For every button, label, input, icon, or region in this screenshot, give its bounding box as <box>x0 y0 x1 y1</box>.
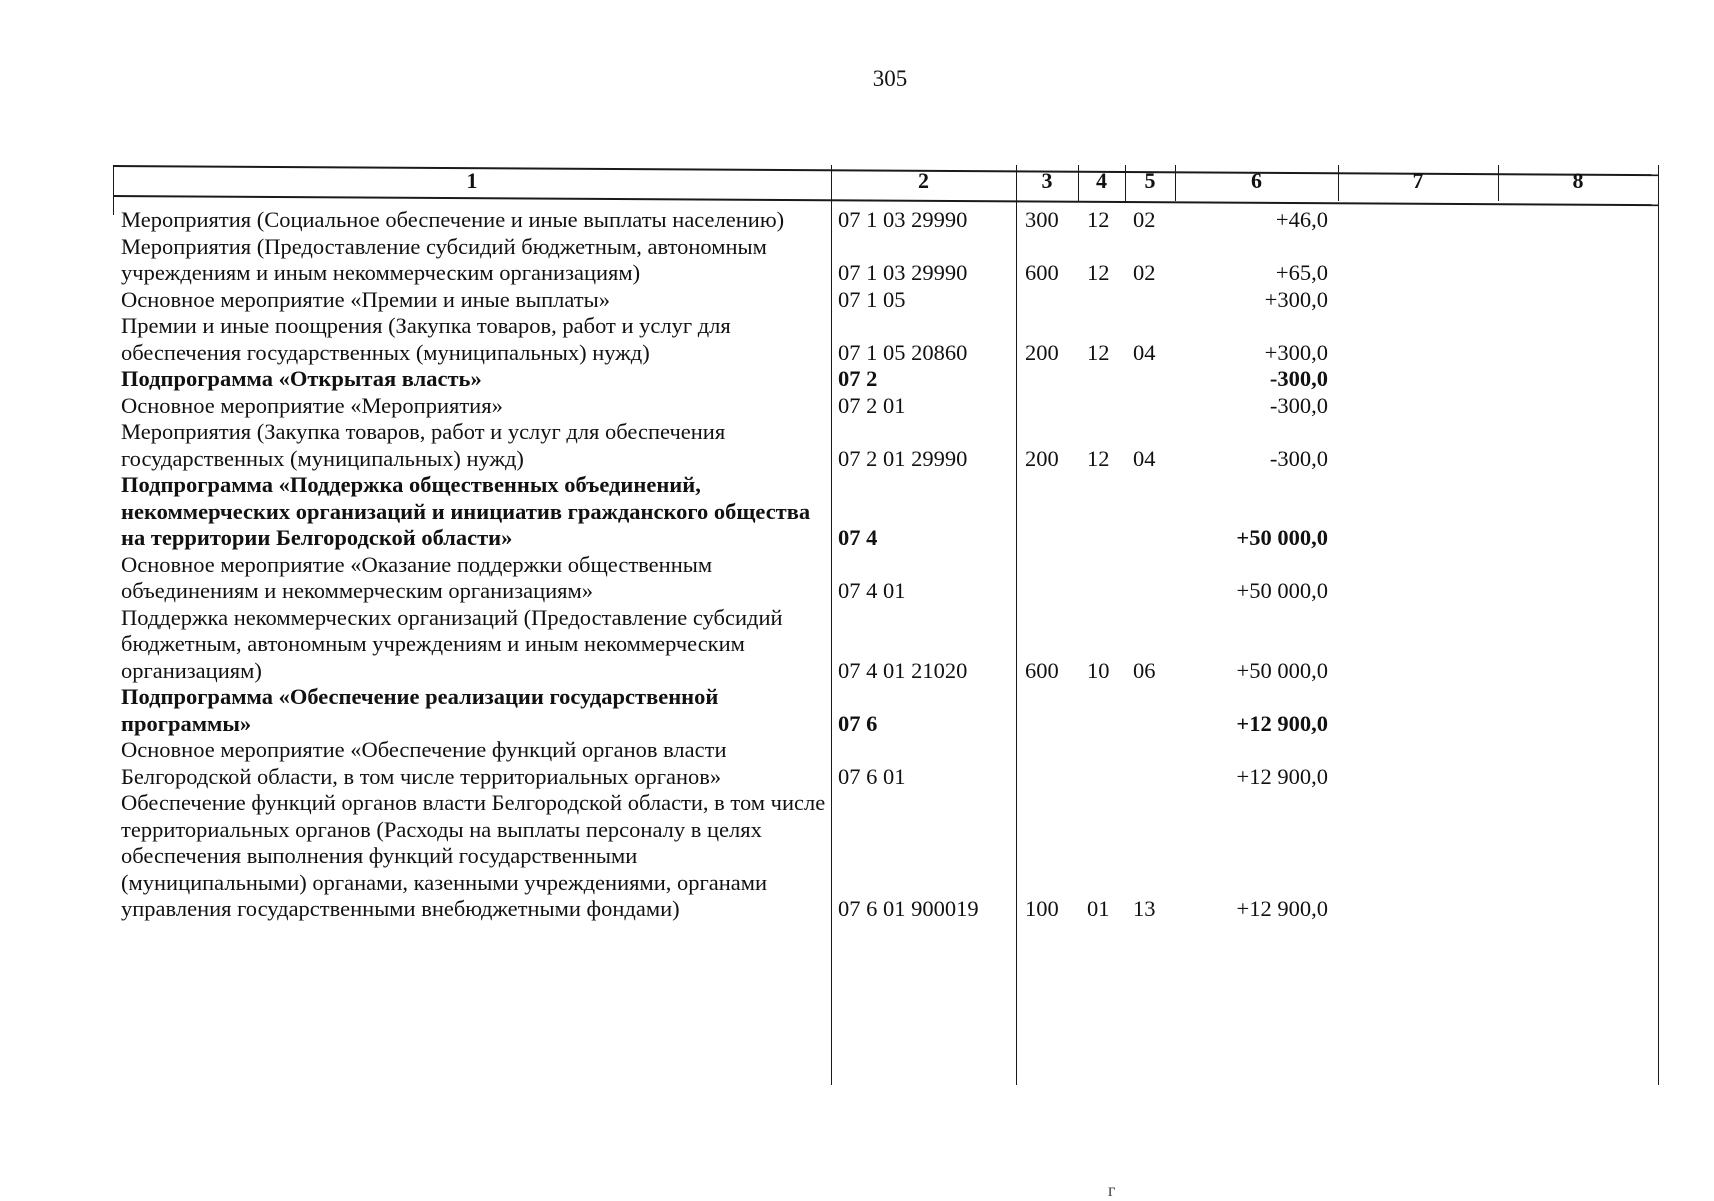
row-description: Основное мероприятие «Оказание поддержки общественным объединениям и некоммерческим организациям» <box>121 551 713 603</box>
row-description: Подпрограмма «Обеспечение реализации государственной программы» <box>121 684 719 736</box>
row-description: Подпрограмма «Открытая власть» <box>121 366 482 391</box>
row-code: 07 4 <box>838 525 878 550</box>
row-amount: +50 000,0 <box>1236 578 1328 603</box>
table-row <box>113 366 1658 393</box>
row-col-4: 12 <box>1087 339 1110 365</box>
row-code: 07 2 <box>838 366 878 391</box>
table-right-border <box>1658 165 1659 1085</box>
row-amount: +300,0 <box>1264 339 1328 365</box>
header-col-2: 2 <box>918 168 929 193</box>
row-description: Поддержка некоммерческих организаций (Предоставление субсидий бюджетным, автономным учреждениям и иным некоммерческим организациям) <box>121 604 783 683</box>
header-col-3: 3 <box>1041 168 1053 193</box>
row-col-5: 04 <box>1133 445 1156 471</box>
budget-table <box>113 165 1658 1085</box>
row-col-4: 12 <box>1087 207 1110 232</box>
table-row <box>113 472 1658 552</box>
row-description: Мероприятия (Закупка товаров, работ и услуг для обеспечения государственных (муниципальных) нужд) <box>121 419 726 471</box>
row-amount: +300,0 <box>1264 286 1328 312</box>
row-code: 07 1 05 <box>838 286 906 312</box>
row-col-3: 200 <box>1025 445 1059 471</box>
header-col-8: 8 <box>1572 168 1584 193</box>
row-col-3: 100 <box>1025 896 1059 921</box>
table-row <box>113 552 1658 605</box>
table-row <box>113 207 1658 234</box>
row-col-4: 10 <box>1087 657 1110 683</box>
row-amount: -300,0 <box>1269 392 1328 418</box>
row-code: 07 6 01 <box>838 763 906 789</box>
row-amount: -300,0 <box>1269 366 1328 391</box>
row-amount: +12 900,0 <box>1236 763 1328 789</box>
row-col-4: 12 <box>1087 260 1110 285</box>
row-code: 07 1 05 20860 <box>838 339 968 365</box>
row-code: 07 2 01 <box>838 392 906 418</box>
row-col-5: 06 <box>1133 657 1156 683</box>
table-row <box>113 287 1658 314</box>
row-amount: +50 000,0 <box>1236 525 1328 550</box>
row-description: Основное мероприятие «Обеспечение функций органов власти Белгородской области, в том числе территориальных органов» <box>121 737 727 789</box>
row-col-4: 12 <box>1087 445 1110 471</box>
row-col-3: 600 <box>1025 260 1059 285</box>
row-col-3: 300 <box>1025 207 1059 232</box>
row-amount: +50 000,0 <box>1236 657 1328 683</box>
row-description: Обеспечение функций органов власти Белгородской области, в том числе территориальных органов (Расходы на выплаты персоналу в целях обеспечения выполнения функций государственными (муниципальными) органами, казенными учреждениями, органами управления государственными внебюджетными фондами) <box>121 790 826 921</box>
row-description: Мероприятия (Предоставление субсидий бюджетным, автономным учреждениям и иным некоммерческим организациям) <box>121 233 767 285</box>
row-col-5: 02 <box>1133 260 1156 285</box>
footer-mark: г <box>1108 1180 1116 1200</box>
table-row <box>113 684 1658 737</box>
row-amount: +12 900,0 <box>1236 710 1328 736</box>
row-amount: +65,0 <box>1275 260 1328 285</box>
table-row <box>113 737 1658 790</box>
row-col-3: 600 <box>1025 657 1059 683</box>
header-col-6: 6 <box>1251 168 1262 193</box>
table-row <box>113 393 1658 420</box>
row-col-5: 04 <box>1133 339 1156 365</box>
row-description: Основное мероприятие «Мероприятия» <box>121 392 503 418</box>
row-code: 07 6 01 900019 <box>838 896 979 921</box>
header-col-4: 4 <box>1096 168 1107 193</box>
header-col-1: 1 <box>466 168 478 193</box>
table-row <box>113 790 1658 923</box>
row-col-5: 02 <box>1133 207 1156 232</box>
row-code: 07 4 01 <box>838 578 906 603</box>
table-row <box>113 419 1658 472</box>
row-description: Премии и иные поощрения (Закупка товаров, работ и услуг для обеспечения государственных (муниципальных) нужд) <box>121 313 731 365</box>
row-amount: +46,0 <box>1275 207 1328 232</box>
row-col-5: 13 <box>1133 896 1156 921</box>
row-code: 07 1 03 29990 <box>838 260 968 285</box>
table-row <box>113 234 1658 287</box>
row-code: 07 4 01 21020 <box>838 657 968 683</box>
row-amount: -300,0 <box>1269 445 1328 471</box>
row-code: 07 2 01 29990 <box>838 445 968 471</box>
table-body <box>113 207 1658 923</box>
row-col-4: 01 <box>1087 896 1110 921</box>
header-col-7: 7 <box>1412 168 1424 193</box>
row-code: 07 6 <box>838 710 878 736</box>
table-row <box>113 605 1658 685</box>
row-description: Основное мероприятие «Премии и иные выплаты» <box>121 286 610 312</box>
row-description: Подпрограмма «Поддержка общественных объединений, некоммерческих организаций и инициатив гражданского общества на территории Белгородской области» <box>121 472 811 550</box>
row-col-3: 200 <box>1025 339 1059 365</box>
row-description: Мероприятия (Социальное обеспечение и иные выплаты населению) <box>121 207 785 232</box>
table-header-border <box>113 195 1658 206</box>
table-row <box>113 313 1658 366</box>
row-code: 07 1 03 29990 <box>838 207 968 232</box>
row-amount: +12 900,0 <box>1236 896 1328 921</box>
header-col-5: 5 <box>1144 168 1156 193</box>
page-number: 305 <box>872 66 908 91</box>
